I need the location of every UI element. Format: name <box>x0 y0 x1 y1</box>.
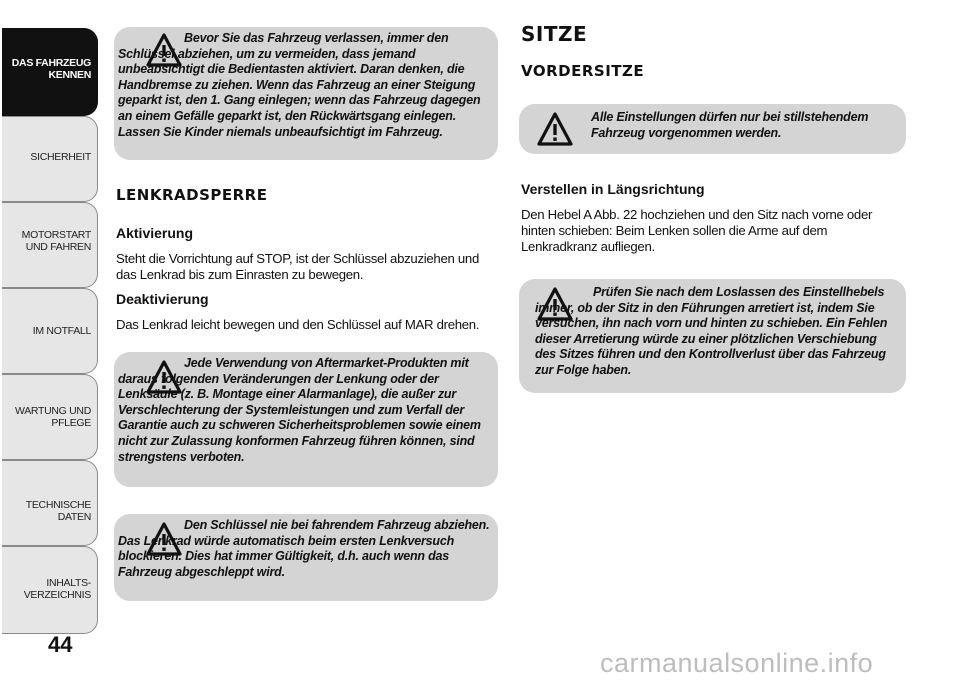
tab-label: INHALTS- VERZEICHNIS <box>23 577 91 601</box>
warning-triangle-icon <box>537 112 573 146</box>
warning-box-leaving-vehicle <box>114 27 498 160</box>
warning-box-seat-lock <box>519 279 906 393</box>
activation-text: Steht die Vorrichtung auf STOP, ist der Schlüssel abzuziehen und das Lenkrad bis zum Einrasten zu bewegen. <box>116 251 479 282</box>
tab-wartung-und-pflege[interactable] <box>2 374 98 460</box>
tab-label: DAS FAHRZEUG KENNEN <box>11 57 91 81</box>
subsection-activation: Aktivierung <box>116 225 194 241</box>
tab-label: TECHNISCHE DATEN <box>25 499 91 523</box>
tab-das-fahrzeug-kennen[interactable] <box>2 28 98 116</box>
tab-motorstart-und-fahren[interactable] <box>2 202 98 288</box>
watermark: carmanualsonline.info <box>600 648 874 678</box>
warning-box-key-removal <box>114 514 498 601</box>
tab-label: IM NOTFALL <box>32 325 91 337</box>
warning-box-aftermarket <box>114 352 498 487</box>
adjust-text: Den Hebel A Abb. 22 hochziehen und den Sitz nach vorne oder hinten schieben: Beim Lenken sollen die Arme auf dem Lenkradkranz aufliegen. <box>521 207 873 254</box>
tab-technische-daten[interactable] <box>2 460 98 546</box>
tab-im-notfall[interactable] <box>2 288 98 374</box>
warning-box-adjust-stationary <box>519 104 906 154</box>
tab-label: MOTORSTART UND FAHREN <box>21 229 91 253</box>
subsection-title-vordersitze: VORDERSITZE <box>521 62 645 80</box>
page-number: 44 <box>48 632 73 657</box>
tab-inhaltsverzeichnis[interactable] <box>2 546 98 634</box>
subsection-deactivation: Deaktivierung <box>116 291 209 307</box>
deactivation-text: Das Lenkrad leicht bewegen und den Schlüssel auf MAR drehen. <box>116 317 480 332</box>
subsection-longitudinal-adjust: Verstellen in Längsrichtung <box>521 181 705 197</box>
tab-label: SICHERHEIT <box>30 151 91 163</box>
warning-text: Den Schlüssel nie bei fahrendem Fahrzeug abziehen. Das Lenkrad würde automatisch beim ersten Lenkversuch blockieren. Dies hat immer Gültigkeit, d.h. auch wenn das Fahrzeug abgeschleppt wird. <box>118 518 490 579</box>
section-title-lenkradsperre: LENKRADSPERRE <box>116 186 268 204</box>
tab-sicherheit[interactable] <box>2 116 98 202</box>
warning-text: Prüfen Sie nach dem Loslassen des Einstellhebels immer, ob der Sitz in den Führungen arretiert ist, indem Sie versuchen, ihn nach vorn und hinten zu schieben. Ein Fehlen dieser Arretierung würde zu einer plötzlichen Verschiebung des Sitzes führen und den Kontrollverlust über das Fahrzeug zur Folge haben. <box>535 285 888 377</box>
warning-text: Jede Verwendung von Aftermarket-Produkten mit daraus folgenden Veränderungen der Lenkung oder der Lenksäule (z. B. Montage einer Alarmanlage), die außer zur Verschlechterung der Systemleistungen und zum Verfall der Garantie auch zu schweren Sicherheitsproblemen sowie einem nicht zur Zulassung konformen Fahrzeug führen können, sind strengstens verboten. <box>118 356 481 464</box>
tab-label: WARTUNG UND PFLEGE <box>14 405 91 429</box>
warning-text: Bevor Sie das Fahrzeug verlassen, immer den Schlüssel abziehen, um zu vermeiden, dass jemand unbeabsichtigt die Bedientasten aktiviert. Daran denken, die Handbremse zu ziehen. Wenn das Fahrzeug an einer Steigung geparkt ist, den 1. Gang einlegen; wenn das Fahrzeug dagegen an einem Gefälle geparkt ist, den Rückwärtsgang einlegen. Lassen Sie Kinder niemals unbeaufsichtigt im Fahrzeug. <box>118 31 481 139</box>
warning-text: Alle Einstellungen dürfen nur bei stillstehendem Fahrzeug vorgenommen werden. <box>591 110 869 140</box>
section-title-sitze: SITZE <box>521 22 588 46</box>
